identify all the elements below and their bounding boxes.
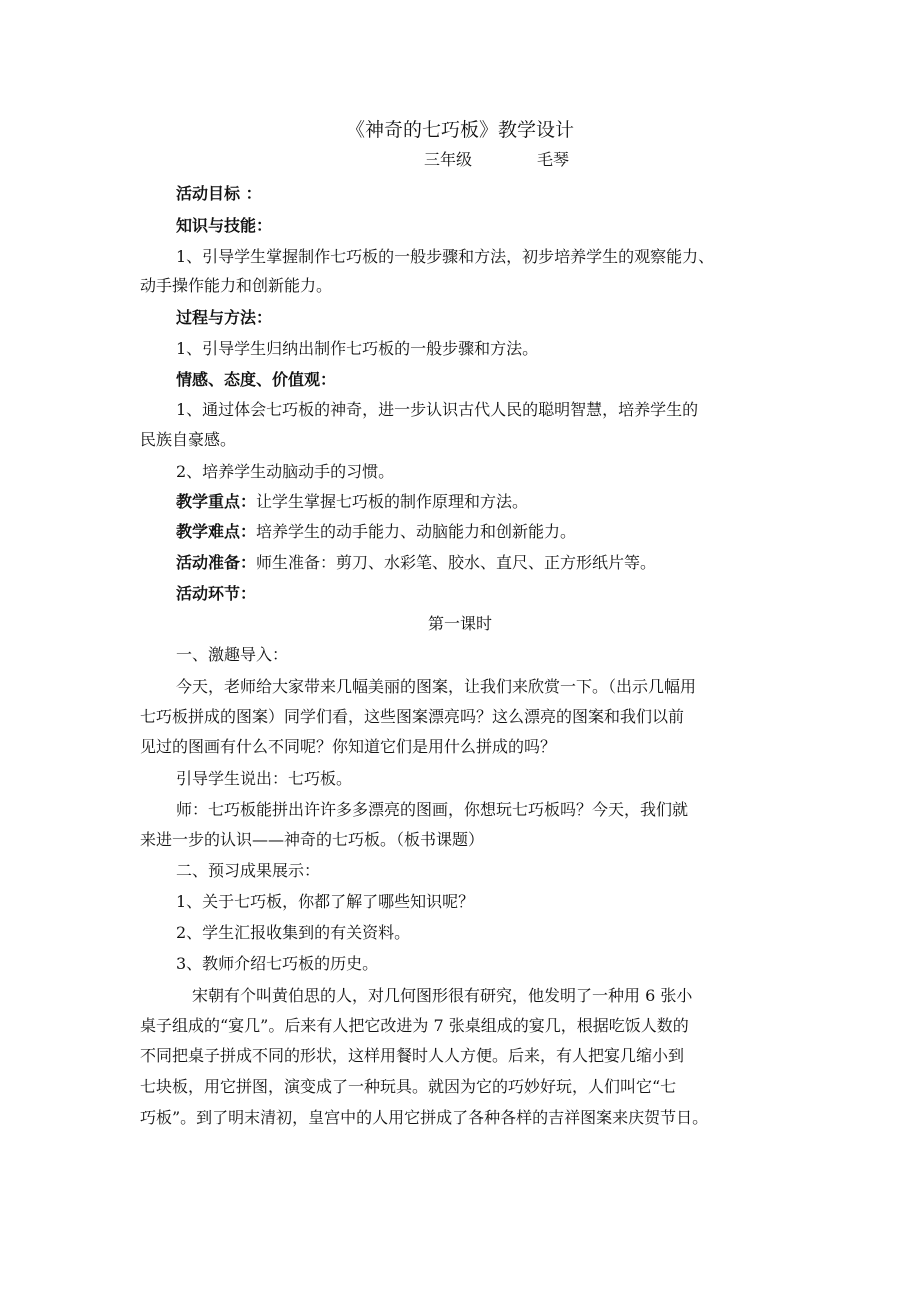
history-para-line-2: 桌子组成的“宴几”。后来有人把它改进为 7 张桌组成的宴几，根据吃饭人数的 bbox=[140, 1016, 689, 1035]
section-2-heading: 二、预习成果展示： bbox=[176, 861, 321, 880]
emotion-item-1: 1、通过体会七巧板的神奇，进一步认识古代人民的聪明智慧，培养学生的 bbox=[176, 400, 699, 419]
difficulty-line bbox=[176, 522, 576, 542]
section-1-para-1: 今天，老师给大家带来几幅美丽的图案，让我们来欣赏一下。（出示几幅用 bbox=[176, 677, 697, 696]
history-para-line-1: 宋朝有个叫黄伯思的人，对几何图形很有研究，他发明了一种用 6 张小 bbox=[192, 986, 693, 1005]
key-point-text: 让学生掌握七巧板的制作原理和方法。 bbox=[256, 492, 529, 511]
section-1-para-3: 师：七巧板能拼出许许多多漂亮的图画，你想玩七巧板吗？今天，我们就 bbox=[176, 800, 689, 819]
section-1-para-3-line-2: 来进一步的认识——神奇的七巧板。（板书课题） bbox=[140, 830, 485, 849]
process-item-1: 1、引导学生归纳出制作七巧板的一般步骤和方法。 bbox=[176, 339, 539, 358]
difficulty-text: 培养学生的动手能力、动脑能力和创新能力。 bbox=[256, 522, 577, 541]
history-para-line-3: 不同把桌子拼成不同的形状，这样用餐时人人方便。后来，有人把宴几缩小到 bbox=[140, 1046, 685, 1065]
history-para-line-4: 七块板，用它拼图，演变成了一种玩具。就因为它的巧妙好玩，人们叫它“七 bbox=[140, 1077, 677, 1096]
grade-label: 三年级 bbox=[424, 150, 473, 169]
preparation-line bbox=[176, 553, 656, 573]
emotion-heading: 情感、态度、价值观： bbox=[176, 370, 337, 389]
section-1-heading: 一、激趣导入： bbox=[176, 645, 289, 664]
process-heading: 过程与方法： bbox=[176, 308, 273, 327]
section-2-item-3: 3、教师介绍七巧板的历史。 bbox=[176, 954, 379, 973]
preparation-text: 师生准备：剪刀、水彩笔、胶水、直尺、正方形纸片等。 bbox=[256, 553, 657, 572]
history-para-line-5: 巧板”。到了明末清初，皇宫中的人用它拼成了各种各样的吉祥图案来庆贺节日。 bbox=[140, 1108, 709, 1127]
preparation-label: 活动准备： bbox=[176, 553, 257, 572]
knowledge-item-1-cont: 动手操作能力和创新能力。 bbox=[140, 276, 333, 295]
lesson-1-heading: 第一课时 bbox=[427, 614, 492, 633]
key-point-label: 教学重点： bbox=[176, 492, 257, 511]
knowledge-item-1: 1、引导学生掌握制作七巧板的一般步骤和方法，初步培养学生的观察能力、 bbox=[176, 247, 715, 266]
section-1-para-1-line-2: 七巧板拼成的图案）同学们看，这些图案漂亮吗？这么漂亮的图案和我们以前 bbox=[140, 707, 685, 726]
knowledge-heading: 知识与技能： bbox=[176, 216, 273, 235]
steps-heading: 活动环节： bbox=[176, 584, 257, 603]
section-1-para-1-line-3: 见过的图画有什么不同呢？你知道它们是用什么拼成的吗？ bbox=[140, 737, 557, 756]
author-name: 毛琴 bbox=[537, 150, 570, 169]
goals-heading: 活动目标 ： bbox=[176, 184, 262, 203]
section-2-item-2: 2、学生汇报收集到的有关资料。 bbox=[176, 923, 411, 942]
section-1-para-2: 引导学生说出：七巧板。 bbox=[176, 769, 353, 788]
difficulty-label: 教学难点： bbox=[176, 522, 257, 541]
key-point-line bbox=[176, 492, 528, 512]
emotion-item-2: 2、培养学生动脑动手的习惯。 bbox=[176, 462, 395, 481]
emotion-item-1-cont: 民族自豪感。 bbox=[140, 430, 237, 449]
document-title: 《神奇的七巧板》教学设计 bbox=[345, 119, 574, 141]
section-2-item-1: 1、关于七巧板，你都了解了哪些知识呢？ bbox=[176, 892, 475, 911]
